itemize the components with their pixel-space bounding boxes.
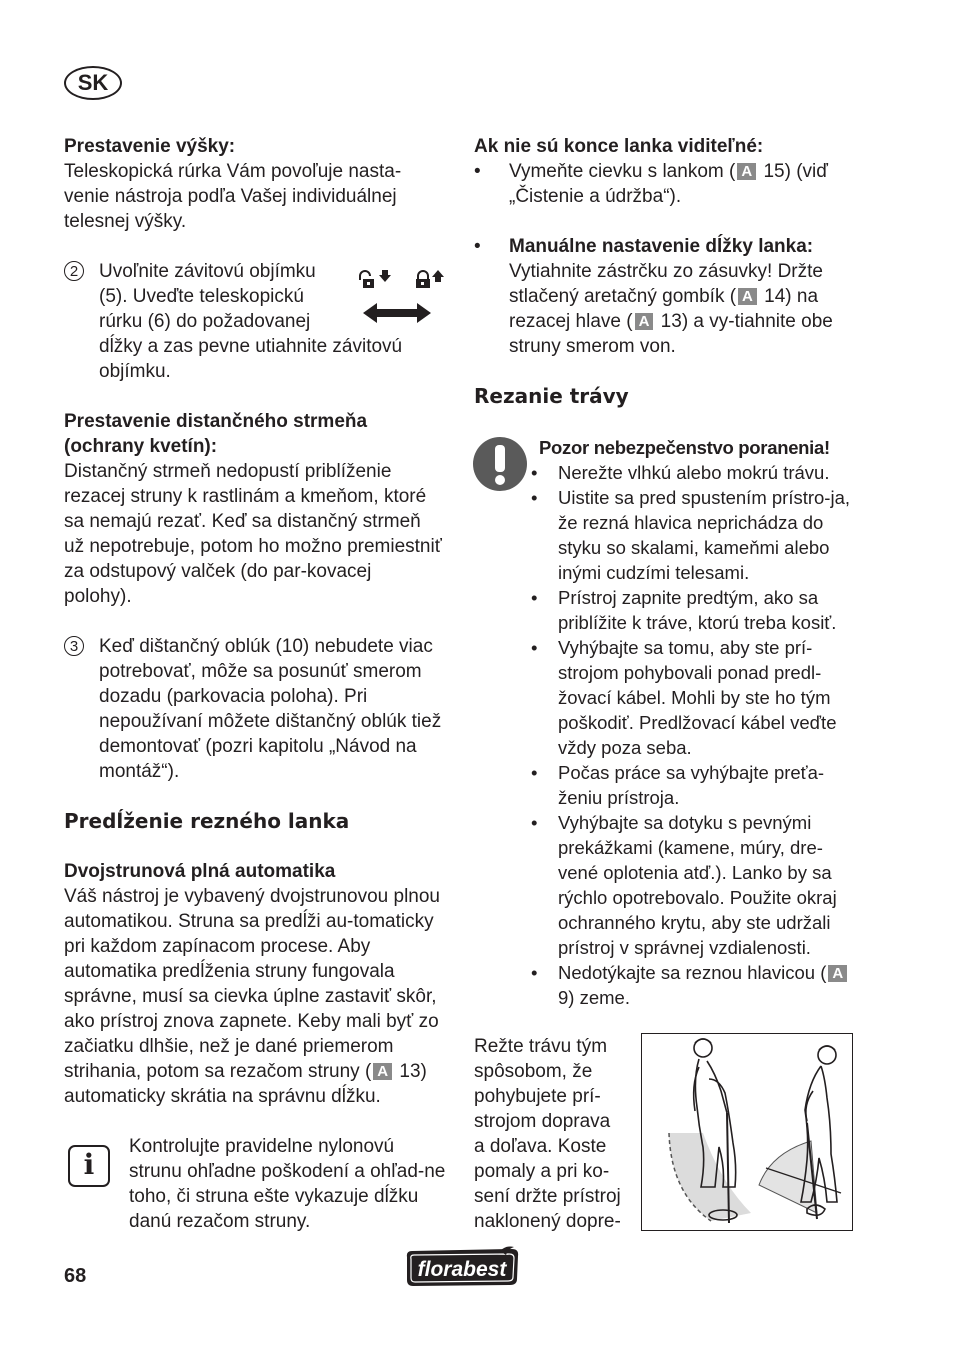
left-column xyxy=(64,134,449,234)
warning-item: • Nerežte vlhkú alebo mokrú trávu. xyxy=(531,462,830,483)
step-2-line-5: objímku. xyxy=(99,361,171,382)
height-adjust-heading: Prestavenie výšky: xyxy=(64,136,236,157)
line-ends-section xyxy=(474,134,864,209)
line-ends-heading: Ak nie sú konce lanka viditeľné: xyxy=(474,136,764,157)
page-number: 68 xyxy=(64,1265,87,1287)
figure-a-badge: A xyxy=(373,1063,392,1080)
figure-a-badge: A xyxy=(635,313,654,330)
cutting-technique-text: Režte trávu tým spôsobom, že pohybujete prí- strojom doprava a doľava. Koste pomaly a pri ko- sení držte prístroj naklonený dopre- xyxy=(474,1036,621,1232)
warning-section xyxy=(531,435,861,1010)
warning-item: • Nedotýkajte sa reznou hlavicou ( A 9) zeme. xyxy=(531,960,861,1010)
warning-item: • Uistite sa pred spustením prístro-ja, že rezná hlavica neprichádza do styku so skalami, kameňmi alebo inými cudzími telesami. xyxy=(531,487,850,583)
info-icon: i xyxy=(68,1145,110,1187)
line-extension-heading: Predĺženie rezného lanka xyxy=(64,809,350,833)
distance-bracket-text: Distančný strmeň nedopustí priblíženie rezacej struny k rastlinám a kmeňom, ktoré sa nemajú rezať. Keď sa distančný strmeň už nepotrebuje, potom ho možno premiestniť za odstupový valček (do par-kovacej polohy). xyxy=(64,461,442,607)
manual-adjust-text-b: 14) na rezacej hlave ( xyxy=(509,286,819,332)
language-badge xyxy=(64,66,122,100)
warning-item: • Prístroj zapnite predtým, ako sa priblížite k tráve, ktorú treba kosiť. xyxy=(531,587,837,633)
double-arrow-icon xyxy=(363,303,431,323)
dual-line-text-b: 13) automaticky skrátia na správnu dĺžku. xyxy=(64,1061,427,1107)
warning-heading: Pozor nebezpečenstvo poranenia! xyxy=(539,437,830,458)
manual-adjust-text xyxy=(509,259,864,359)
trimmer-usage-illustration xyxy=(641,1033,853,1231)
dual-line-heading: Dvojstrunová plná automatika xyxy=(64,861,336,882)
step-3-number: 3 xyxy=(64,636,84,656)
distance-bracket-heading-2: (ochrany kvetín): xyxy=(64,436,218,457)
line-ends-text-b: 15) (viď „Čistenie a údržba“). xyxy=(509,161,828,207)
dual-line-text-a: Váš nástroj je vybavený dvojstrunovou plnou automatikou. Struna sa predĺži au-tomaticky pri každom zapínacom procese. Aby automatika predĺženia struny fungovala správne, musí sa cievka úplne zastaviť skôr, ako prístroj znova zapnete. Keby mali byť zo začiatku dlhšie, než je dané priemerom strihania, potom sa rezačom struny ( xyxy=(64,886,441,1082)
figure-a-badge: A xyxy=(737,163,756,180)
line-ends-text-a: Vymeňte cievku s lankom ( xyxy=(509,161,736,182)
figure-a-badge: A xyxy=(738,288,757,305)
warning-exclamation-icon xyxy=(472,436,528,492)
florabest-logo xyxy=(404,1245,520,1289)
info-note: Kontrolujte pravidelne nylonovú strunu ohľadne poškodení a ohľad-ne toho, či struna ešte vykazuje dĺžku danú rezačom struny. xyxy=(129,1136,446,1232)
lock-icon xyxy=(416,270,444,288)
dual-line-text xyxy=(64,884,452,1109)
manual-adjust-text-a: Vytiahnite zástrčku zo zásuvky! Držte stlačený aretačný gombík ( xyxy=(509,261,823,307)
unlock-icon xyxy=(360,270,391,288)
step-2-line-3: rúrku (6) do požadovanej xyxy=(99,311,311,332)
distance-bracket-section xyxy=(64,409,442,609)
step-2-line-4: dĺžky a zas pevne utiahnite závitovú xyxy=(99,336,403,357)
step-3-text: Keď dištančný oblúk (10) nebudete viac potrebovať, môže sa posunúť smerom dozadu (parkovacia poloha). Pri nepoužívaní môžete dištančný oblúk tiež demontovať (pozri kapitolu „Návod na montáž“). xyxy=(99,636,442,782)
warning-item: • Vyhýbajte sa tomu, aby ste prí-strojom pohybovali ponad predl-žovací kábel. Mohli by ste ho tým poškodiť. Predlžovací kábel veďte vždy poza seba. xyxy=(531,637,837,758)
step-2-line-2: (5). Uveďte teleskopickú xyxy=(99,286,304,307)
manual-adjust-heading: Manuálne nastavenie dĺžky lanka: xyxy=(509,236,814,257)
line-ends-bullet: • Vymeňte cievku s lankom ( A 15) (viď „Čistenie a údržba“). xyxy=(474,161,828,207)
warning-item: • Počas práce sa vyhýbajte preťa-ženiu prístroja. xyxy=(531,762,825,808)
manual-adjust-text-c: 13) a vy-tiahnite obe struny smerom von. xyxy=(509,311,833,357)
step-2-line-1: Uvoľnite závitovú objímku xyxy=(99,261,316,282)
manual-adjust-section: • Manuálne nastavenie dĺžky lanka: Vytiahnite zástrčku zo zásuvky! Držte stlačený aretačný gombík ( A 14) na rezacej hlave ( A 13) a vy-tiahnite obe struny smerom von. xyxy=(474,234,864,359)
distance-bracket-heading-1: Prestavenie distančného strmeňa xyxy=(64,411,368,432)
brand-wordmark: florabest xyxy=(417,1258,507,1281)
figure-a-badge: A xyxy=(828,965,847,982)
grass-cutting-heading: Rezanie trávy xyxy=(474,384,629,408)
dual-line-section xyxy=(64,859,452,1109)
warning-item: • Vyhýbajte sa dotyku s pevnými prekážkami (kamene, múry, dre-vené oplotenia atď.). Lanko by sa rýchlo opotrebovalo. Použite okraj ochranného krytu, aby ste udržali prístroj v správnej vzdialenosti. xyxy=(531,812,837,958)
height-adjust-text: Teleskopická rúrka Vám povoľuje nasta-venie nástroja podľa Vašej individuálnej telesnej výšky. xyxy=(64,161,402,232)
step-2-number: 2 xyxy=(64,261,84,281)
step-3 xyxy=(64,634,449,784)
language-badge-label: SK xyxy=(77,70,109,95)
lock-unlock-arrow-icon xyxy=(355,266,447,326)
